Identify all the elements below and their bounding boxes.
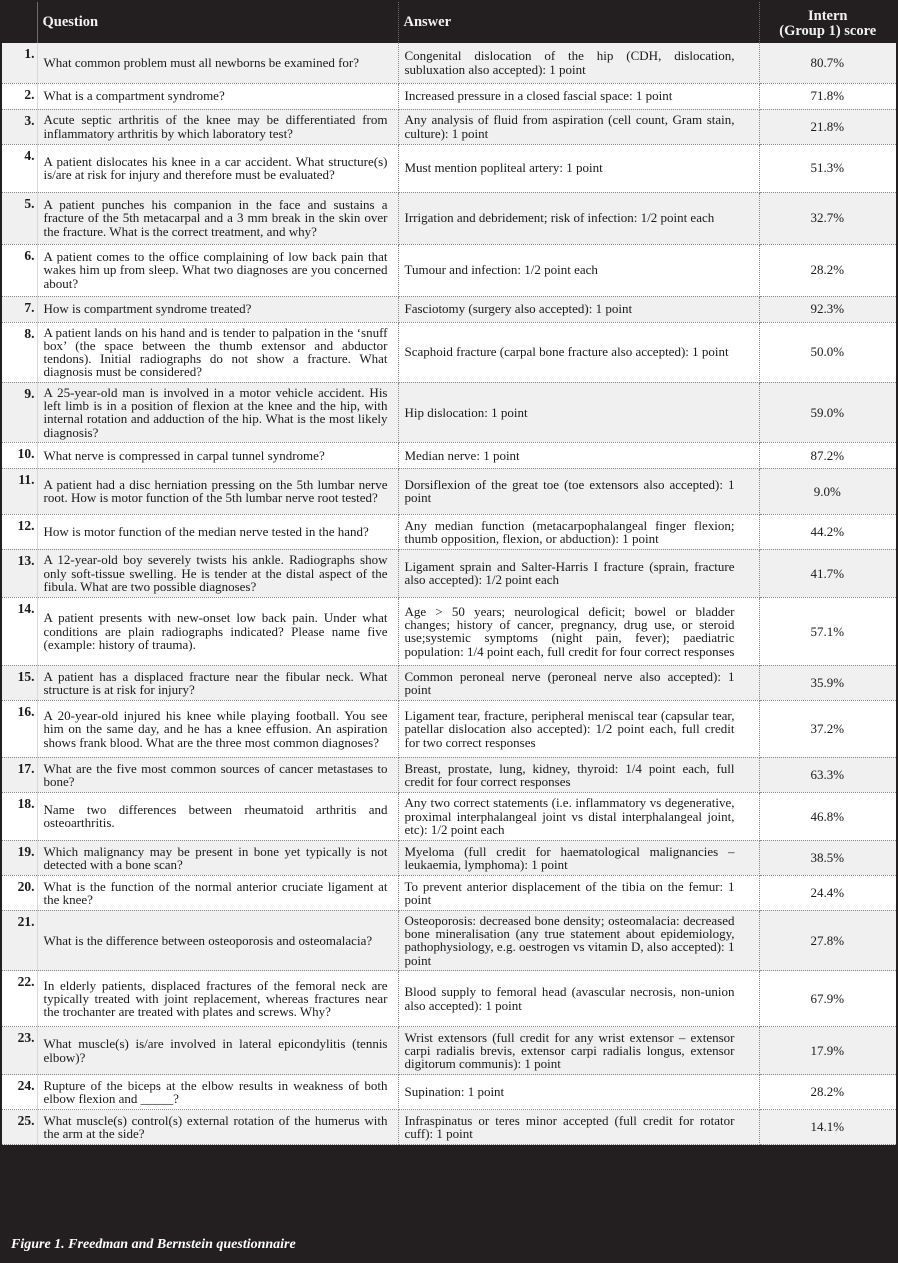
intern-score: 14.1% — [759, 1110, 896, 1145]
question-number: 18. — [2, 792, 37, 840]
question-number: 4. — [2, 144, 37, 192]
table-row — [2, 910, 896, 970]
intern-score: 87.2% — [759, 442, 896, 468]
question-number: 19. — [2, 840, 37, 875]
intern-score: 41.7% — [759, 549, 896, 597]
question-number: 2. — [2, 83, 37, 109]
question-number: 21. — [2, 910, 37, 970]
intern-score: 21.8% — [759, 109, 896, 144]
intern-score: 67.9% — [759, 971, 896, 1027]
question-text: Rupture of the biceps at the elbow results in weakness of both elbow flexion and _____? — [37, 1075, 398, 1110]
table-row — [2, 597, 896, 665]
answer-text: Myeloma (full credit for haematological malignancies – leukaemia, lymphoma): 1 point — [398, 840, 759, 875]
table-row — [2, 514, 896, 549]
intern-score: 63.3% — [759, 757, 896, 792]
question-number: 17. — [2, 757, 37, 792]
question-number: 11. — [2, 468, 37, 514]
question-text: What muscle(s) is/are involved in lateral epicondylitis (tennis elbow)? — [37, 1027, 398, 1075]
table-row — [2, 43, 896, 83]
question-number: 12. — [2, 514, 37, 549]
intern-score: 80.7% — [759, 43, 896, 83]
table-row — [2, 971, 896, 1027]
table-row — [2, 757, 896, 792]
question-text: A 20-year-old injured his knee while playing football. You see him on the same day, and he has a knee effusion. An aspiration shows frank blood. What are the three most common diagnoses? — [37, 700, 398, 757]
answer-text: Breast, prostate, lung, kidney, thyroid: 1/4 point each, full credit for four correct responses — [398, 757, 759, 792]
question-text: What are the five most common sources of cancer metastases to bone? — [37, 757, 398, 792]
question-number: 8. — [2, 322, 37, 382]
header-score-line2: (Group 1) score — [779, 22, 877, 39]
answer-text: Supination: 1 point — [398, 1075, 759, 1110]
question-number: 10. — [2, 442, 37, 468]
intern-score: 92.3% — [759, 296, 896, 322]
table-body — [2, 43, 896, 1145]
intern-score: 44.2% — [759, 514, 896, 549]
table-row — [2, 1027, 896, 1075]
question-text: A patient lands on his hand and is tender to palpation in the ‘snuff box’ (the space between the thumb extensor and abductor tendons). Initial radiographs do not show a fracture. What diagnosis must be considered? — [37, 322, 398, 382]
answer-text: Wrist extensors (full credit for any wrist extensor – extensor carpi radialis brevis, extensor carpi radialis longus, extensor digitorum communis): 1 point — [398, 1027, 759, 1075]
table-row — [2, 244, 896, 296]
table-row — [2, 109, 896, 144]
question-number: 24. — [2, 1075, 37, 1110]
table-row — [2, 382, 896, 442]
intern-score: 51.3% — [759, 144, 896, 192]
table-row — [2, 322, 896, 382]
answer-text: Any analysis of fluid from aspiration (cell count, Gram stain, culture): 1 point — [398, 109, 759, 144]
answer-text: Scaphoid fracture (carpal bone fracture also accepted): 1 point — [398, 322, 759, 382]
intern-score: 27.8% — [759, 910, 896, 970]
question-text: In elderly patients, displaced fractures of the femoral neck are typically treated with joint replacement, whereas fractures near the trochanter are treated with plates and screws. Why? — [37, 971, 398, 1027]
intern-score: 50.0% — [759, 322, 896, 382]
table-row — [2, 875, 896, 910]
question-number: 25. — [2, 1110, 37, 1145]
table-row — [2, 192, 896, 244]
question-number: 20. — [2, 875, 37, 910]
answer-text: Age > 50 years; neurological deficit; bowel or bladder changes; history of cancer, pregnancy, drug use, or steroid use;systemic symptoms (night pain, fever); paediatric population: 1/4 point each, full credit for four correct responses — [398, 597, 759, 665]
header-answer: Answer — [398, 2, 759, 43]
question-text: A patient comes to the office complaining of low back pain that wakes him up from sleep. What two diagnoses are you concerned about? — [37, 244, 398, 296]
intern-score: 28.2% — [759, 1075, 896, 1110]
question-text: A 25-year-old man is involved in a motor vehicle accident. His left limb is in a position of flexion at the knee and the hip, with internal rotation and adduction of the hip. What is the most likely diagnosis? — [37, 382, 398, 442]
table-row — [2, 665, 896, 700]
header-question: Question — [37, 2, 398, 43]
answer-text: Dorsiflexion of the great toe (toe extensors also accepted): 1 point — [398, 468, 759, 514]
answer-text: Any median function (metacarpophalangeal finger flexion; thumb opposition, flexion, or abduction): 1 point — [398, 514, 759, 549]
question-number: 16. — [2, 700, 37, 757]
answer-text: Hip dislocation: 1 point — [398, 382, 759, 442]
intern-score: 24.4% — [759, 875, 896, 910]
question-number: 1. — [2, 43, 37, 83]
intern-score: 59.0% — [759, 382, 896, 442]
questionnaire-table — [2, 2, 896, 1145]
question-text: Name two differences between rheumatoid arthritis and osteoarthritis. — [37, 792, 398, 840]
intern-score: 9.0% — [759, 468, 896, 514]
intern-score: 32.7% — [759, 192, 896, 244]
question-number: 15. — [2, 665, 37, 700]
question-number: 7. — [2, 296, 37, 322]
question-text: What is the difference between osteoporosis and osteomalacia? — [37, 910, 398, 970]
table-header-row — [2, 2, 896, 43]
question-text: A patient has a displaced fracture near the fibular neck. What structure is at risk for injury? — [37, 665, 398, 700]
answer-text: Any two correct statements (i.e. inflammatory vs degenerative, proximal interphalangeal joint vs distal interphalangeal joint, etc): 1/2 point each — [398, 792, 759, 840]
question-number: 13. — [2, 549, 37, 597]
intern-score: 46.8% — [759, 792, 896, 840]
answer-text: Median nerve: 1 point — [398, 442, 759, 468]
answer-text: Tumour and infection: 1/2 point each — [398, 244, 759, 296]
question-text: How is compartment syndrome treated? — [37, 296, 398, 322]
question-number: 14. — [2, 597, 37, 665]
answer-text: Irrigation and debridement; risk of infection: 1/2 point each — [398, 192, 759, 244]
question-text: A patient punches his companion in the face and sustains a fracture of the 5th metacarpal and a 3 mm break in the skin over the fracture. What is the correct treatment, and why? — [37, 192, 398, 244]
header-score — [759, 2, 896, 43]
intern-score: 38.5% — [759, 840, 896, 875]
answer-text: Infraspinatus or teres minor accepted (full credit for rotator cuff): 1 point — [398, 1110, 759, 1145]
table-row — [2, 296, 896, 322]
question-number: 5. — [2, 192, 37, 244]
table-row — [2, 549, 896, 597]
question-text: What is the function of the normal anterior cruciate ligament at the knee? — [37, 875, 398, 910]
question-text: A 12-year-old boy severely twists his ankle. Radiographs show only soft-tissue swelling. He is tender at the distal aspect of the fibula. What are two possible diagnoses? — [37, 549, 398, 597]
question-number: 3. — [2, 109, 37, 144]
table-row — [2, 83, 896, 109]
answer-text: Common peroneal nerve (peroneal nerve also accepted): 1 point — [398, 665, 759, 700]
question-text: What muscle(s) control(s) external rotation of the humerus with the arm at the side? — [37, 1110, 398, 1145]
question-number: 9. — [2, 382, 37, 442]
answer-text: To prevent anterior displacement of the tibia on the femur: 1 point — [398, 875, 759, 910]
question-text: A patient dislocates his knee in a car accident. What structure(s) is/are at risk for injury and therefore must be evaluated? — [37, 144, 398, 192]
question-text: Which malignancy may be present in bone yet typically is not detected with a bone scan? — [37, 840, 398, 875]
question-number: 23. — [2, 1027, 37, 1075]
figure-caption: Figure 1. Freedman and Bernstein questionnaire — [0, 1227, 898, 1263]
header-number — [2, 2, 37, 43]
question-text: What common problem must all newborns be examined for? — [37, 43, 398, 83]
table-row — [2, 442, 896, 468]
table-row — [2, 144, 896, 192]
table-row — [2, 1075, 896, 1110]
answer-text: Blood supply to femoral head (avascular necrosis, non-union also accepted): 1 point — [398, 971, 759, 1027]
table-row — [2, 840, 896, 875]
question-number: 22. — [2, 971, 37, 1027]
answer-text: Must mention popliteal artery: 1 point — [398, 144, 759, 192]
question-text: Acute septic arthritis of the knee may be differentiated from inflammatory arthritis by which laboratory test? — [37, 109, 398, 144]
intern-score: 71.8% — [759, 83, 896, 109]
table-row — [2, 1110, 896, 1145]
answer-text: Ligament sprain and Salter-Harris I fracture (sprain, fracture also accepted): 1/2 point each — [398, 549, 759, 597]
question-text: A patient had a disc herniation pressing on the 5th lumbar nerve root. How is motor function of the 5th lumbar nerve root tested? — [37, 468, 398, 514]
table-row — [2, 700, 896, 757]
answer-text: Increased pressure in a closed fascial space: 1 point — [398, 83, 759, 109]
question-text: How is motor function of the median nerve tested in the hand? — [37, 514, 398, 549]
question-text: What is a compartment syndrome? — [37, 83, 398, 109]
intern-score: 28.2% — [759, 244, 896, 296]
table-row — [2, 468, 896, 514]
answer-text: Ligament tear, fracture, peripheral meniscal tear (capsular tear, patellar dislocation also accepted): 1/2 point each, full credit for two correct responses — [398, 700, 759, 757]
intern-score: 17.9% — [759, 1027, 896, 1075]
answer-text: Fasciotomy (surgery also accepted): 1 point — [398, 296, 759, 322]
answer-text: Congenital dislocation of the hip (CDH, dislocation, subluxation also accepted): 1 point — [398, 43, 759, 83]
question-number: 6. — [2, 244, 37, 296]
answer-text: Osteoporosis: decreased bone density; osteomalacia: decreased bone mineralisation (any true statement about epidemiology, pathophysiology, e.g. oestrogen vs vitamin D, also accepted): 1 point — [398, 910, 759, 970]
intern-score: 37.2% — [759, 700, 896, 757]
intern-score: 35.9% — [759, 665, 896, 700]
question-text: What nerve is compressed in carpal tunnel syndrome? — [37, 442, 398, 468]
table-row — [2, 792, 896, 840]
intern-score: 57.1% — [759, 597, 896, 665]
question-text: A patient presents with new-onset low back pain. Under what conditions are plain radiographs indicated? Please name five (example: history of trauma). — [37, 597, 398, 665]
header-score-line1: Intern — [808, 7, 848, 24]
